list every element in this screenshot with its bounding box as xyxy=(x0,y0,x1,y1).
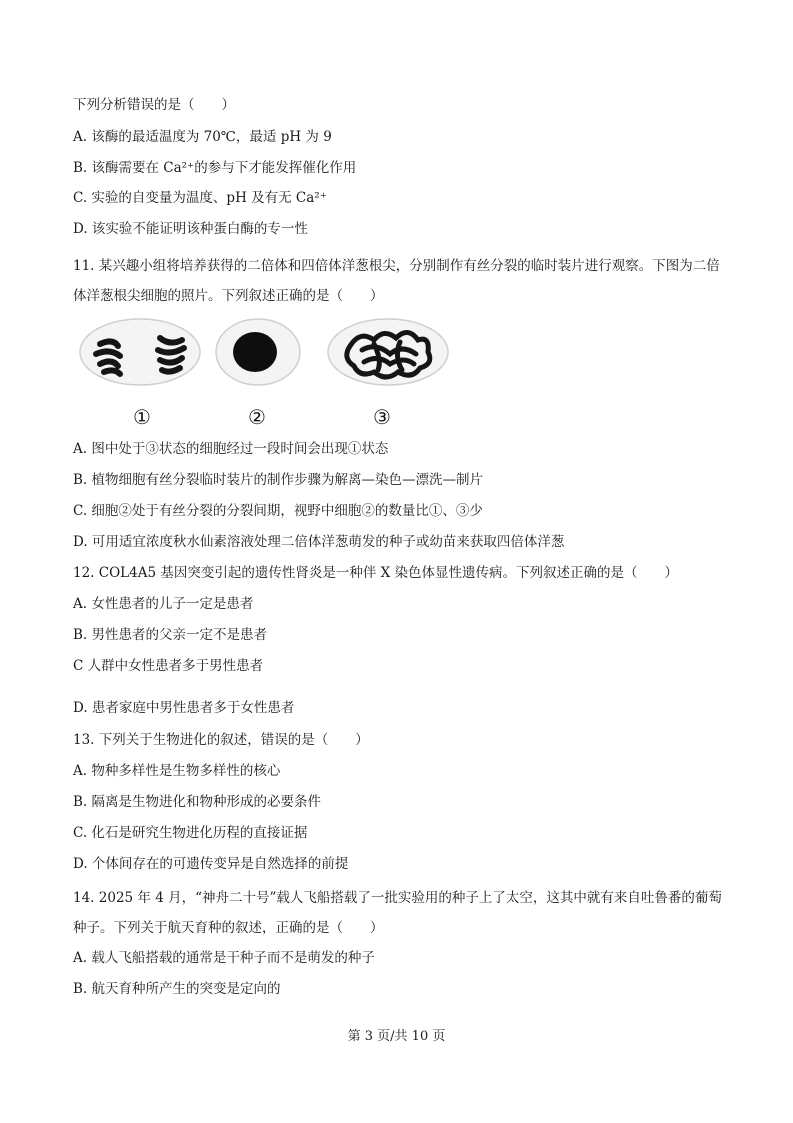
figure-label-1: ① xyxy=(133,405,151,429)
q11-option-b: B. 植物细胞有丝分裂临时装片的制作步骤为解离—染色—漂洗—制片 xyxy=(73,472,484,488)
cell-3-prophase-image xyxy=(328,319,448,385)
page-footer: 第 3 页/共 10 页 xyxy=(347,1029,446,1044)
cell-2-interphase-image xyxy=(216,319,300,385)
question-intro: 下列分析错误的是（ ） xyxy=(73,97,235,113)
q10-option-a: A. 该酶的最适温度为 70℃，最适 pH 为 9 xyxy=(73,129,332,145)
q12-option-d: D. 患者家庭中男性患者多于女性患者 xyxy=(73,700,295,716)
q10-option-d: D. 该实验不能证明该种蛋白酶的专一性 xyxy=(73,221,308,237)
figure-label-2: ② xyxy=(248,405,266,429)
q13-option-d: D. 个体间存在的可遗传变异是自然选择的前提 xyxy=(73,856,349,872)
q14-option-a: A. 载人飞船搭载的通常是干种子而不是萌发的种子 xyxy=(73,950,375,966)
q12-stem: 12. COL4A5 基因突变引起的遗传性肾炎是一种伴 X 染色体显性遗传病。下列叙述正确的是（ ） xyxy=(73,565,679,581)
q13-stem: 13. 下列关于生物进化的叙述，错误的是（ ） xyxy=(73,732,369,748)
q13-option-b: B. 隔离是生物进化和物种形成的必要条件 xyxy=(73,794,322,810)
q12-option-a: A. 女性患者的儿子一定是患者 xyxy=(73,596,254,612)
q11-stem: 11. 某兴趣小组将培养获得的二倍体和四倍体洋葱根尖，分别制作有丝分裂的临时装片进行观察。下图为二倍体洋葱根尖细胞的照片。下列叙述正确的是（ ） xyxy=(73,258,720,304)
q10-option-c: C. 实验的自变量为温度、pH 及有无 Ca²⁺ xyxy=(73,190,327,206)
q14-stem: 14. 2025 年 4 月，“神舟二十号”载人飞船搭载了一批实验用的种子上了太空，这其中就有来自吐鲁番的葡萄种子。下列关于航天育种的叙述，正确的是（ ） xyxy=(73,890,722,936)
q13-option-c: C. 化石是研究生物进化历程的直接证据 xyxy=(73,825,308,841)
q13-option-a: A. 物种多样性是生物多样性的核心 xyxy=(73,763,281,779)
q11-option-d: D. 可用适宜浓度秋水仙素溶液处理二倍体洋葱萌发的种子或幼苗来获取四倍体洋葱 xyxy=(73,534,565,550)
q12-option-c: C 人群中女性患者多于男性患者 xyxy=(73,658,264,674)
q12-option-b: B. 男性患者的父亲一定不是患者 xyxy=(73,627,268,643)
cell-1-anaphase-image xyxy=(80,319,200,385)
q11-option-c: C. 细胞②处于有丝分裂的分裂间期，视野中细胞②的数量比①、③少 xyxy=(73,503,483,519)
figure-label-3: ③ xyxy=(373,405,391,429)
q11-option-a: A. 图中处于③状态的细胞经过一段时间会出现①状态 xyxy=(73,441,389,457)
q10-option-b: B. 该酶需要在 Ca²⁺的参与下才能发挥催化作用 xyxy=(73,160,357,176)
q14-option-b: B. 航天育种所产生的突变是定向的 xyxy=(73,981,281,997)
